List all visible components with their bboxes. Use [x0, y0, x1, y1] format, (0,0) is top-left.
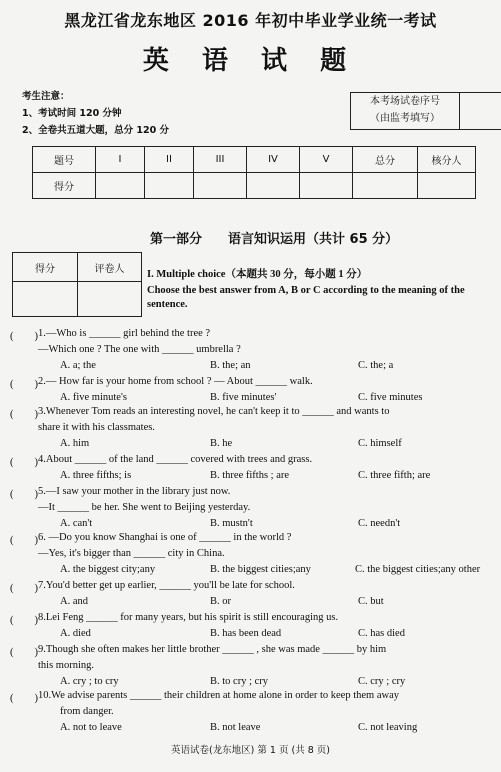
option-a: A. not to leave: [60, 722, 122, 733]
question-stem: 8.Lei Feng ______ for many years, but his spirit is still encouraging us.: [38, 612, 339, 623]
score-entry-cell[interactable]: [300, 173, 353, 199]
score-entry-cell[interactable]: [247, 173, 300, 199]
section-one-instruction: Choose the best answer from A, B or C according to the meaning of the sentence.: [147, 285, 465, 310]
score-header-cell: 核分人: [418, 147, 476, 173]
serial-number-box: [350, 92, 501, 130]
option-b: B. three fifths ; are: [210, 470, 290, 481]
option-a: A. and: [60, 596, 88, 607]
part-one-title: 第一部分 语言知识运用（共计 65 分）: [150, 232, 399, 247]
page-footer: 英语试卷(龙东地区) 第 1 页 (共 8 页): [170, 745, 331, 756]
option-c: C. five minutes: [358, 392, 423, 403]
score-table: [32, 146, 476, 199]
question-stem: 2.— How far is your home from school ? — About ______ walk.: [38, 376, 313, 387]
answer-blank[interactable]: ( ): [10, 331, 38, 342]
question-stem: 6. —Do you know Shanghai is one of ______ in the world ?: [38, 532, 292, 543]
answer-blank[interactable]: ( ): [10, 535, 38, 546]
option-b: B. or: [210, 596, 231, 607]
score-header-cell: V: [300, 147, 353, 173]
option-b: B. to cry ; cry: [210, 676, 269, 687]
score-entry-cell[interactable]: [418, 173, 476, 199]
option-c: C. needn't: [358, 518, 401, 529]
option-a: A. a; the: [60, 360, 96, 371]
subject-title: 英 语 试 题: [142, 46, 359, 76]
grader-name-label: 评卷人: [78, 253, 142, 282]
score-entry-cell[interactable]: [96, 173, 145, 199]
option-b: B. the biggest cities;any: [210, 564, 311, 575]
option-a: A. died: [60, 628, 91, 639]
option-a: A. five minute's: [60, 392, 127, 403]
score-table-score-row: [33, 173, 476, 199]
option-a: A. cry ; to cry: [60, 676, 119, 687]
option-a: A. the biggest city;any: [60, 564, 156, 575]
answer-blank[interactable]: ( ): [10, 409, 38, 420]
option-a: A. three fifths; is: [60, 470, 132, 481]
answer-blank[interactable]: ( ): [10, 615, 38, 626]
answer-blank[interactable]: ( ): [10, 693, 38, 704]
option-a: A. can't: [60, 518, 93, 529]
option-a: A. him: [60, 438, 90, 449]
grader-score-label: 得分: [13, 253, 78, 282]
answer-blank[interactable]: ( ): [10, 583, 38, 594]
answer-blank[interactable]: ( ): [10, 379, 38, 390]
option-c: C. the; a: [358, 360, 394, 371]
answer-blank[interactable]: ( ): [10, 647, 38, 658]
notice-item-1: 1、考试时间 120 分钟: [22, 108, 122, 119]
answer-blank[interactable]: ( ): [10, 457, 38, 468]
score-header-cell: IV: [247, 147, 300, 173]
option-c: C. but: [358, 596, 384, 607]
score-header-cell: 题号: [33, 147, 96, 173]
score-entry-cell[interactable]: [194, 173, 247, 199]
question-stem: 1.—Who is ______ girl behind the tree ?: [38, 328, 211, 339]
option-b: B. has been dead: [210, 628, 282, 639]
question-line2: this morning.: [38, 660, 95, 671]
question-stem: 4.About ______ of the land ______ covered with trees and grass.: [38, 454, 313, 465]
notice-item-2: 2、全卷共五道大题，总分 120 分: [22, 125, 170, 136]
question-line2: —It ______ be her. She went to Beijing yesterday.: [38, 502, 251, 513]
serial-number-line2: （由监考填写）: [370, 113, 440, 124]
option-b: B. mustn't: [210, 518, 253, 529]
question-line2: share it with his classmates.: [38, 422, 155, 433]
serial-number-line1: 本考场试卷序号: [370, 96, 440, 107]
option-b: B. the; an: [210, 360, 251, 371]
option-b: B. not leave: [210, 722, 261, 733]
option-c: C. the biggest cities;any other: [355, 564, 481, 575]
option-c: C. cry ; cry: [358, 676, 406, 687]
question-stem: 9.Though she often makes her little brother ______ , she was made ______ by him: [38, 644, 387, 655]
question-line2: —Yes, it's bigger than ______ city in China.: [38, 548, 225, 559]
question-stem: 5.—I saw your mother in the library just now.: [38, 486, 231, 497]
notice-heading: 考生注意：: [22, 91, 70, 102]
section-one-title: I. Multiple choice（本题共 30 分，每小题 1 分）: [147, 269, 368, 280]
option-c: C. himself: [358, 438, 402, 449]
score-entry-cell[interactable]: [145, 173, 194, 199]
grader-score-entry[interactable]: [13, 282, 78, 317]
score-header-cell: III: [194, 147, 247, 173]
question-stem: 10.We advise parents ______ their children at home alone in order to keep them away: [38, 690, 399, 701]
option-b: B. five minutes': [210, 392, 277, 403]
option-c: C. three fifth; are: [358, 470, 431, 481]
serial-number-label: [351, 93, 460, 129]
option-c: C. not leaving: [358, 722, 418, 733]
grader-name-entry[interactable]: [78, 282, 142, 317]
score-entry-cell[interactable]: [353, 173, 418, 199]
grader-box: [12, 252, 142, 317]
exam-title: 黑龙江省龙东地区 2016 年初中毕业学业统一考试: [64, 11, 437, 30]
option-b: B. he: [210, 438, 233, 449]
question-line2: —Which one ? The one with ______ umbrella ?: [38, 344, 241, 355]
question-line2: from danger.: [60, 706, 114, 717]
score-table-header-row: [33, 147, 476, 173]
score-header-cell: 总分: [353, 147, 418, 173]
score-header-cell: II: [145, 147, 194, 173]
option-c: C. has died: [358, 628, 405, 639]
answer-blank[interactable]: ( ): [10, 489, 38, 500]
score-header-cell: I: [96, 147, 145, 173]
score-row-label: 得分: [33, 173, 96, 199]
question-stem: 3.Whenever Tom reads an interesting novel, he can't keep it to ______ and wants to: [38, 406, 390, 417]
question-stem: 7.You'd better get up earlier, ______ you'll be late for school.: [38, 580, 295, 591]
